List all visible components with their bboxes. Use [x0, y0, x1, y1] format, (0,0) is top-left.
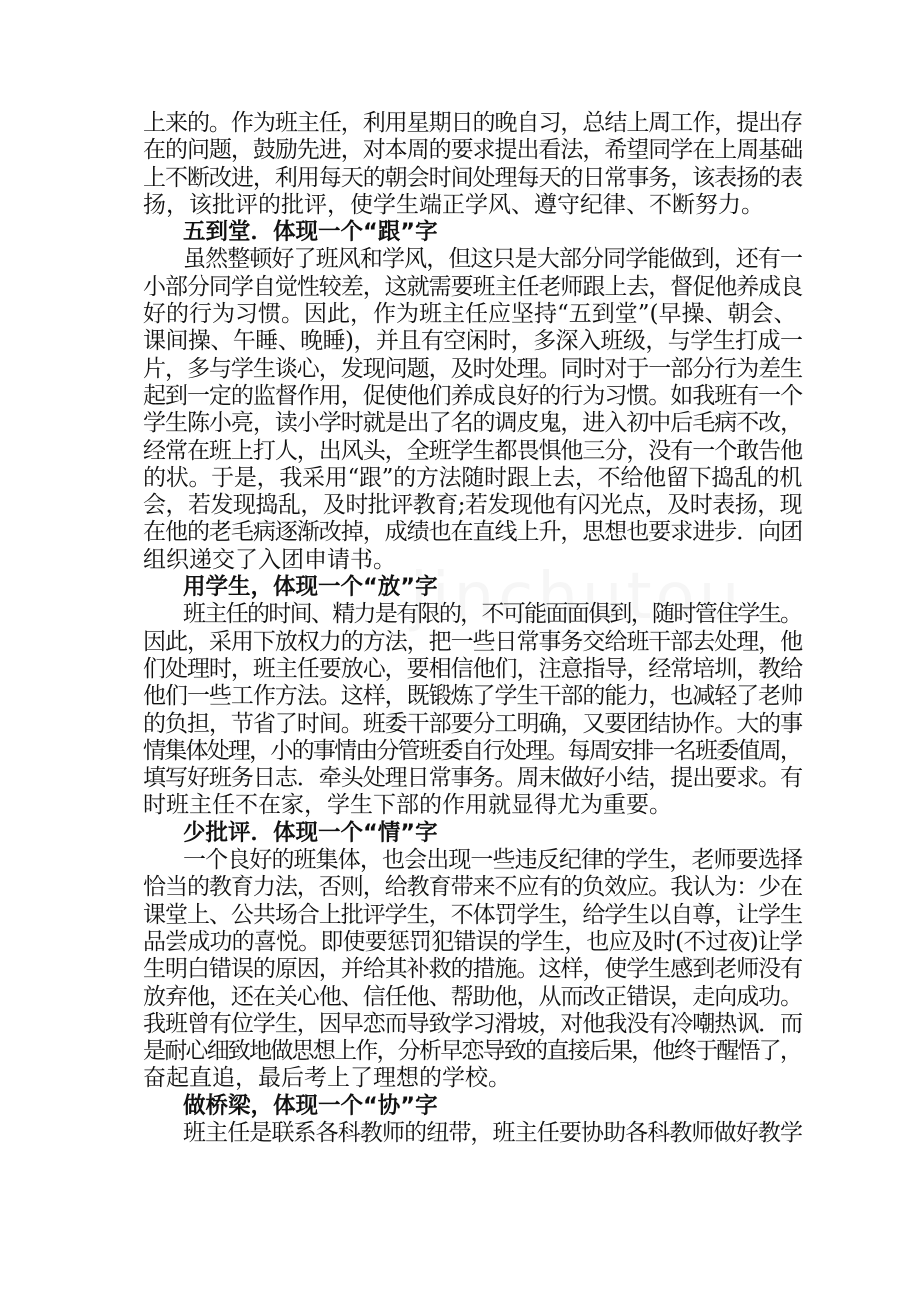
text-line: 课堂上、公共场合上批评学生，不体罚学生，给学生以自尊，让学生 [143, 901, 803, 928]
section-heading: 五到堂．体现一个“跟”字 [183, 219, 438, 246]
text-line: 一个良好的班集体，也会出现一些违反纪律的学生，老师要选择 [183, 847, 803, 874]
text-line: 上来的。作为班主任，利用星期日的晚自习，总结上周工作，提出存 [143, 110, 803, 136]
text-line: 班主任的时间、精力是有限的，不可能面面俱到，随时管住学生。 [183, 601, 802, 628]
text-line: 经常在班上打人，出风头，全班学生都畏惧他三分，没有一个敢告他 [143, 437, 803, 464]
section-heading: 用学生，体现一个“放”字 [183, 574, 438, 601]
text-line: 我班曾有位学生，因早恋而导致学习滑坡，对他我没有冷嘲热讽．而 [143, 1010, 803, 1037]
text-line: 学生陈小亮，读小学时就是出了名的调皮鬼，进入初中后毛病不改， [143, 410, 803, 437]
text-line: 奋起直追，最后考上了理想的学校。 [143, 1065, 511, 1092]
text-line: 片，多与学生谈心，发现问题，及时处理。同时对于一部分行为差生 [143, 355, 803, 382]
text-line: 恰当的教育力法，否则，给教育带来不应有的负效应。我认为：少在 [143, 874, 803, 901]
text-line: 上不断改进，利用每天的朝会时间处理每天的日常事务，该表扬的表 [143, 164, 803, 191]
text-line: 们处理时，班主任要放心，要相信他们，注意指导，经常培圳，教给 [143, 655, 803, 682]
section-heading: 少批评．体现一个“情”字 [183, 819, 438, 846]
text-line: 品尝成功的喜悦。即使要惩罚犯错误的学生，也应及时(不过夜)让学 [143, 928, 803, 955]
section-heading: 做桥梁，体现一个“协”字 [183, 1092, 438, 1119]
text-line: 生明白错误的原因，并给其补救的措施。这样，使学生感到老师没有 [143, 956, 803, 983]
document-body [143, 110, 803, 1147]
text-line: 班主任是联系各科教师的纽带，班主任要协助各科教师做好教学 [183, 1119, 803, 1146]
text-line: 因此，采用下放权力的方法，把一些日常事务交给班干部去处理，他 [143, 628, 803, 655]
text-line: 在的问题，鼓励先进，对本周的要求提出看法，希望同学在上周基础 [143, 137, 803, 164]
text-line: 的负担，节省了时间。班委干部要分工明确，又要团结协作。大的事 [143, 710, 803, 737]
text-line: 时班主任不在家，学生下部的作用就显得尤为重要。 [143, 792, 672, 819]
text-line: 在他的老毛病逐渐改掉，成绩也在直线上升，思想也要求进步．向团 [143, 519, 803, 546]
text-line: 放弃他，还在关心他、信任他、帮助他，从而改正错误，走向成功。 [143, 983, 803, 1010]
text-line: 好的行为习惯。因此，作为班主任应坚持“五到堂”(早操、朝会、 [143, 301, 797, 328]
text-line: 小部分同学自觉性较差，这就需要班主任老师跟上去，督促他养成良 [143, 273, 803, 300]
text-line: 情集体处理，小的事情由分管班委自行处理。每周安排一名班委值周， [143, 737, 802, 764]
text-line: 虽然整顿好了班风和学风，但这只是大部分同学能做到，还有一 [183, 246, 803, 273]
text-line: 组织递交了入团申请书。 [143, 546, 396, 573]
text-line: 他们一些工作方法。这样，既锻炼了学生干部的能力，也减轻了老帅 [143, 683, 803, 710]
text-line: 的状。于是，我采用“跟”的方法随时跟上去，不给他留下捣乱的机 [143, 464, 803, 491]
text-line: 是耐心细致地做思想上作，分析早恋导致的直接后果，他终于醒悟了， [143, 1038, 802, 1065]
text-line: 课间操、午睡、晚睡)，并且有空闲时，多深入班级，与学生打成一 [143, 328, 803, 355]
text-line: 填写好班务日志．牵头处理日常事务。周末做好小结，提出要求。有 [143, 765, 803, 792]
text-line: 起到一定的监督作用，促使他们养成良好的行为习惯。如我班有一个 [143, 382, 803, 409]
text-line: 扬，该批评的批评，使学生端正学风、遵守纪律、不断努力。 [143, 191, 764, 218]
text-line: 会，若发现捣乱，及时批评教育;若发现他有闪光点，及时表扬，现 [143, 492, 803, 519]
